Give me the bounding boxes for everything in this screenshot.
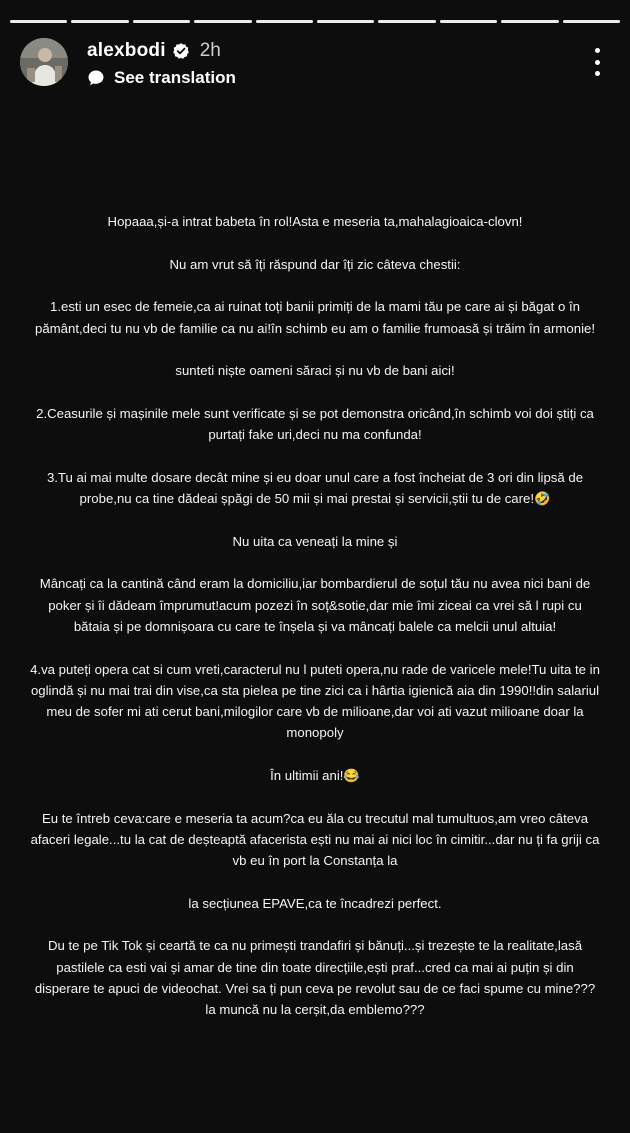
story-text-line: 3.Tu ai mai multe dosare decât mine și eu doar unul care a fost încheiat de 3 ori din lipsă de probe,nu ca tine dădeai șpăgi de 50 mii și mai prestai și servicii,știi tu de care!🤣 bbox=[46, 469, 584, 507]
story-text-line: Nu uita ca veneați la mine și bbox=[232, 533, 398, 549]
progress-segment bbox=[133, 20, 190, 23]
see-translation-button[interactable] bbox=[87, 68, 236, 88]
story-text-line: sunteti niște oameni săraci și nu vb de bani aici! bbox=[175, 363, 455, 379]
more-options-button[interactable] bbox=[592, 48, 602, 76]
verified-badge-icon bbox=[172, 42, 190, 60]
story-text-line: Nu am vrut să îți răspund dar îți zic câteva chestii: bbox=[169, 256, 461, 272]
story-progress-bar bbox=[10, 20, 620, 23]
story-text-block bbox=[30, 190, 600, 1042]
story-text-line: Hopaaa,și-a intrat babeta în rol!Asta e meseria ta,mahalagioaica-clovn! bbox=[107, 214, 523, 230]
story-text-line: Eu te întreb ceva:care e meseria ta acum?ca eu ăla cu trecutul mal tumultuos,am vreo câteva afaceri legale...tu la cat de deșteaptă afacerista ești nu mai ai nici loc în cimitir...dar nu ți fa griji ca vb eu în port la Constanța la bbox=[30, 810, 600, 869]
story-text-line: Du te pe Tik Tok și ceartă te ca nu primești trandafiri și bănuți...și trezește te la realitate,lasă pastilele ca esti vai și amar de tine din toate direcțiile,ești praf...cred ca mai ai puțin și din disperare te apuci de videochat. Vrei sa ți pun ceva pe revolut sau de ce faci spume cu mine???la muncă nu la cerșit,da emblemo??? bbox=[34, 938, 596, 1018]
more-vertical-icon bbox=[595, 48, 600, 53]
progress-segment bbox=[10, 20, 67, 23]
post-time: 2h bbox=[199, 40, 221, 61]
see-translation-label: See translation bbox=[114, 68, 236, 87]
progress-segment bbox=[71, 20, 128, 23]
username-row bbox=[87, 40, 221, 62]
profile-photo-icon bbox=[20, 38, 68, 86]
username[interactable]: alexbodi bbox=[87, 40, 166, 61]
story-text-line: 4.va puteți opera cat si cum vreti,caracterul nu l puteti opera,nu rade de varicele mele!Tu uita te in oglindă și nu mai trai din vise,ca sta pielea pe tine zici ca i hârtia igienică aia din 1990!!din salariul meu de sofer mi ati cerut bani,milogilor care vb de milioane,dar voi ati vazut milioane doar la monopoly bbox=[30, 661, 600, 741]
progress-segment bbox=[378, 20, 435, 23]
story-header bbox=[20, 38, 616, 90]
story-text-line: 1.esti un esec de femeie,ca ai ruinat toți banii primiți de la mami tău pe care ai și băgat o în pământ,deci tu nu vb de familie ca nu ai!în schimb eu am o familie frumoasă și trăim în armonie! bbox=[35, 299, 595, 336]
story-text-line: 2.Ceasurile și mașinile mele sunt verificate și se pot demonstra oricând,în schimb voi doi știți ca purtați fake uri,deci nu ma confunda! bbox=[36, 405, 594, 443]
translate-icon bbox=[87, 69, 105, 87]
story-text-line: Mâncați ca la cantină când eram la domiciliu,iar bombardierul de soțul tău nu avea nici bani de poker și îi dădeam împrumut!acum pozezi în soț&sotie,dar mie îmi ziceai ca vrei să l rupi cu bătaia și pe domnișoara cu care te înșela și va mâncați balele ca melcii unul altuia! bbox=[39, 576, 591, 634]
more-vertical-icon bbox=[595, 60, 600, 65]
story-text-line: În ultimii ani!😂 bbox=[270, 768, 360, 784]
more-vertical-icon bbox=[595, 71, 600, 76]
story-text-line: la secțiunea EPAVE,ca te încadrezi perfect. bbox=[188, 895, 442, 911]
progress-segment bbox=[317, 20, 374, 23]
progress-segment bbox=[256, 20, 313, 23]
progress-segment bbox=[563, 20, 620, 23]
progress-segment bbox=[501, 20, 558, 23]
progress-segment bbox=[440, 20, 497, 23]
avatar[interactable] bbox=[20, 38, 68, 86]
progress-segment bbox=[194, 20, 251, 23]
